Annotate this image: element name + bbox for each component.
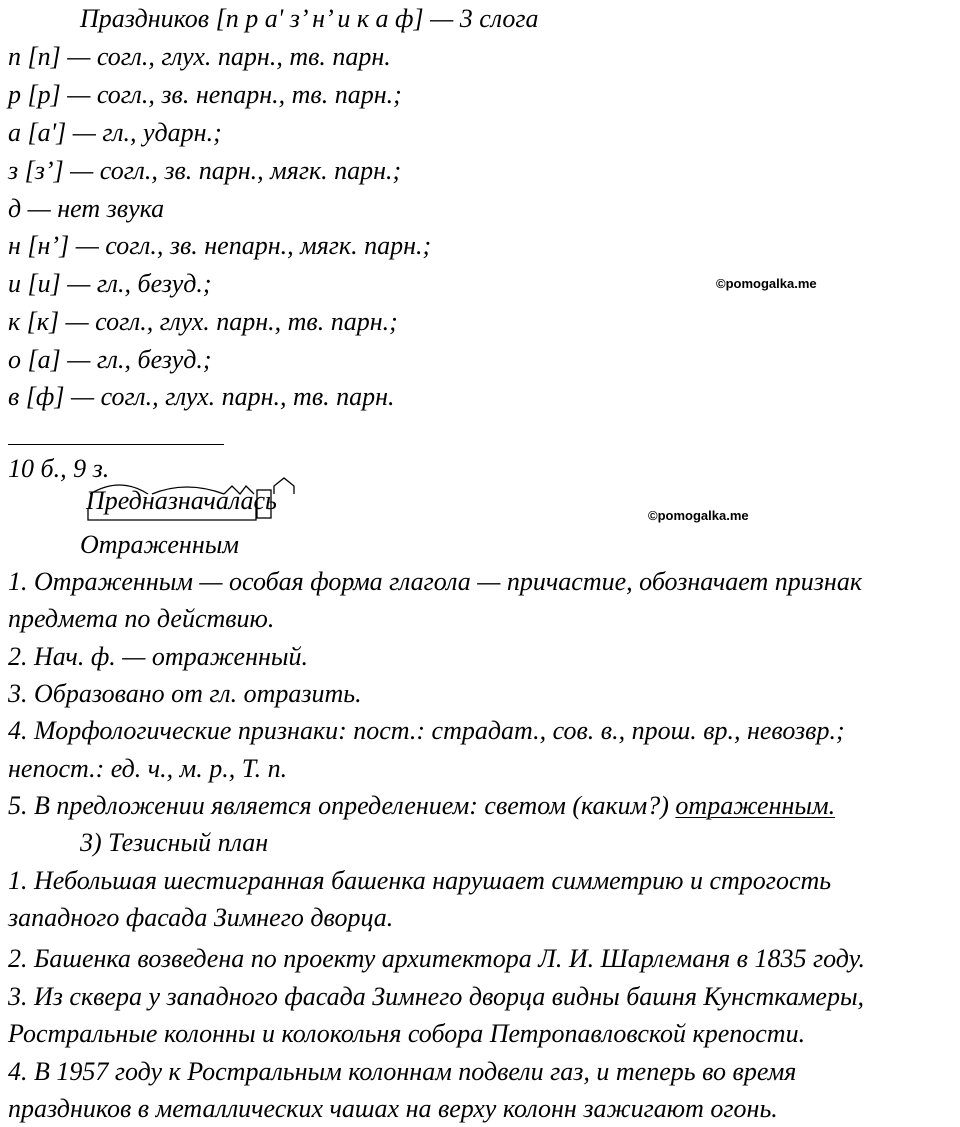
phonetic-line: з [з’] — согл., зв. парн., мягк. парн.;: [8, 156, 402, 185]
plan-heading: 3) Тезисный план: [80, 828, 269, 857]
phonetic-line: н [н’] — согл., зв. непарн., мягк. парн.;: [8, 231, 432, 260]
plan-line: праздников в металлических чашах на верху колонн зажигают огонь.: [8, 1094, 778, 1123]
watermark: ©pomogalka.me: [716, 276, 817, 291]
plan-line: Ростральные колонны и колокольня собора Петропавловской крепости.: [8, 1019, 806, 1048]
phonetic-line: о [а] — гл., безуд.;: [8, 345, 212, 374]
suffix-mark: [224, 486, 254, 494]
participle-item: 3. Образовано от гл. отразить.: [8, 679, 362, 708]
phonetic-line: в [ф] — согл., глух. парн., тв. парн.: [8, 382, 395, 411]
morpheme-marks: [86, 478, 298, 524]
phonetic-line: д — нет звука: [8, 194, 165, 223]
plan-line: 4. В 1957 году к Ростральным колоннам подвели газ, и теперь во время: [8, 1057, 797, 1086]
plan-line: 2. Башенка возведена по проекту архитектора Л. И. Шарлеманя в 1835 году.: [8, 944, 865, 973]
root-arc: [152, 487, 224, 494]
participle-heading: Отраженным: [80, 530, 239, 559]
postfix-mark: [274, 478, 294, 494]
participle-item: 4. Морфологические признаки: пост.: страдат., сов. в., прош. вр., невозвр.;: [8, 716, 845, 745]
letters-sounds-count: 10 б., 9 з.: [8, 454, 110, 483]
ending-box: [257, 490, 271, 518]
phonetic-line: п [п] — согл., глух. парн., тв. парн.: [8, 42, 391, 71]
participle-item-5: [8, 793, 835, 819]
participle-item: 2. Нач. ф. — отраженный.: [8, 642, 308, 671]
phonetic-line: к [к] — согл., глух. парн., тв. парн.;: [8, 307, 398, 336]
phonetic-line: а [а'] — гл., ударн.;: [8, 118, 222, 147]
participle-item-5-underlined: отраженным.: [675, 791, 836, 820]
morpheme-word: Предназначалась: [86, 486, 277, 515]
participle-item: 1. Отраженным — особая форма глагола — причастие, обозначает признак: [8, 567, 862, 596]
phonetic-title: Праздников [п р а' з’ н’ и к а ф] — 3 слога: [80, 4, 539, 33]
plan-line: 3. Из сквера у западного фасада Зимнего дворца видны башня Кунсткамеры,: [8, 982, 865, 1011]
participle-item: предмета по действию.: [8, 604, 275, 633]
prefix-arc: [90, 485, 148, 494]
plan-line: 1. Небольшая шестигранная башенка нарушает симметрию и строгость: [8, 866, 832, 895]
watermark: ©pomogalka.me: [648, 508, 749, 523]
divider: [8, 444, 224, 445]
phonetic-line: и [и] — гл., безуд.;: [8, 269, 212, 298]
stem-bracket: [88, 508, 256, 520]
plan-line: западного фасада Зимнего дворца.: [8, 903, 394, 932]
morpheme-analysis: [86, 486, 277, 522]
participle-item: непост.: ед. ч., м. р., Т. п.: [8, 754, 288, 783]
participle-item-5-text: 5. В предложении является определением: светом (каким?): [8, 791, 676, 820]
phonetic-line: р [р] — согл., зв. непарн., тв. парн.;: [8, 80, 402, 109]
